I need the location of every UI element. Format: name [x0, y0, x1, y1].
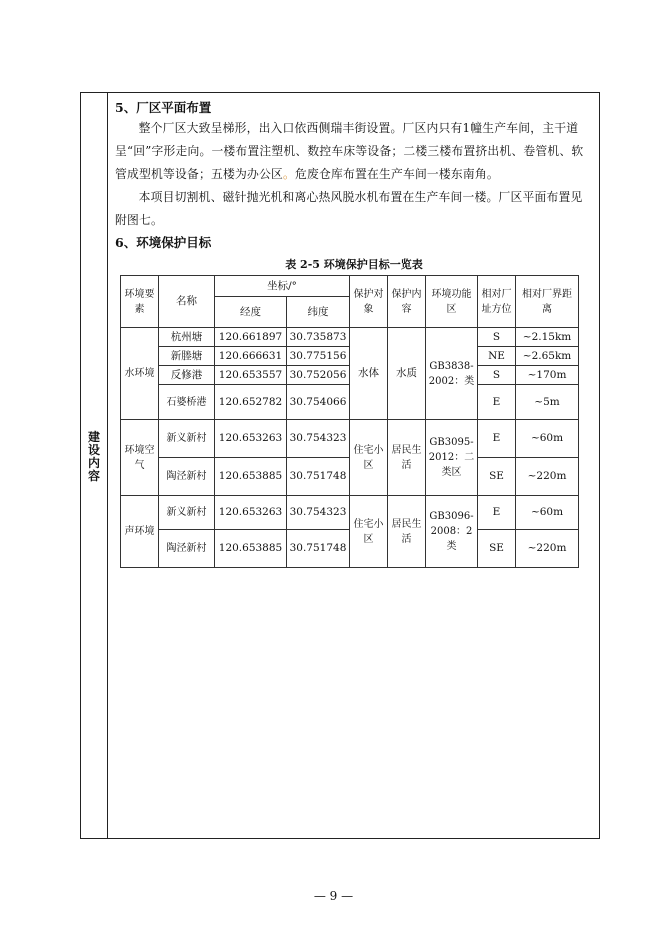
side-label — [84, 431, 104, 483]
table-row — [121, 458, 579, 496]
cell-name: 杭州塘 — [159, 328, 215, 347]
cell-lat: 30.775156 — [287, 347, 350, 366]
table-row — [121, 328, 579, 347]
noise-category: 声环境 — [121, 496, 159, 568]
cell-direction: E — [478, 496, 516, 530]
cell-lon: 120.653263 — [215, 420, 287, 458]
para1-text-b: 危废仓库布置在生产车间一楼东南角。 — [294, 167, 499, 181]
cell-name: 反修港 — [159, 366, 215, 385]
table-row — [121, 366, 579, 385]
header-content: 保护内容 — [388, 276, 426, 328]
water-object: 水体 — [350, 328, 388, 420]
main-content — [115, 99, 593, 568]
side-label-char: 建 — [87, 430, 100, 444]
cell-lon: 120.652782 — [215, 385, 287, 420]
section5-heading: 5、厂区平面布置 — [115, 100, 212, 115]
section5-paragraph-2: 本项目切割机、磁针抛光机和离心热风脱水机布置在生产车间一楼。厂区平面布置见附图七。 — [115, 190, 583, 227]
cell-direction: E — [478, 420, 516, 458]
side-label-char: 设 — [87, 443, 100, 457]
side-column — [81, 93, 108, 838]
cell-distance: ~60m — [516, 496, 579, 530]
table-row — [121, 347, 579, 366]
cell-direction: S — [478, 328, 516, 347]
cell-distance: ~170m — [516, 366, 579, 385]
cell-name: 新义新村 — [159, 496, 215, 530]
table-row — [121, 385, 579, 420]
section5-paragraph-1 — [115, 117, 593, 186]
noise-object: 住宅小区 — [350, 496, 388, 568]
content-frame — [80, 92, 600, 839]
cell-distance: ~220m — [516, 458, 579, 496]
cell-direction: SE — [478, 530, 516, 568]
cell-lon: 120.653885 — [215, 530, 287, 568]
noise-content: 居民生活 — [388, 496, 426, 568]
header-distance: 相对厂界距离 — [516, 276, 579, 328]
cell-direction: SE — [478, 458, 516, 496]
cell-lon: 120.666631 — [215, 347, 287, 366]
para1-text-a: 整个厂区大致呈梯形，出入口依西侧瑞丰街设置。厂区内只有1幢生产车间，主干道呈“回”字形走向。一楼布置注塑机、数控车床等设备；二楼三楼布置挤出机、卷管机、软管成型机等设备；五楼为办公区 — [115, 121, 584, 181]
cell-lat: 30.754066 — [287, 385, 350, 420]
noise-zone: GB3096-2008：2类 — [426, 496, 478, 568]
header-zone: 环境功能区 — [426, 276, 478, 328]
cell-name: 陶泾新村 — [159, 458, 215, 496]
cell-lat: 30.752056 — [287, 366, 350, 385]
header-direction: 相对厂址方位 — [478, 276, 516, 328]
cell-lat: 30.735873 — [287, 328, 350, 347]
cell-name: 新义新村 — [159, 420, 215, 458]
cell-lon: 120.653557 — [215, 366, 287, 385]
cell-direction: S — [478, 366, 516, 385]
cell-lon: 120.661897 — [215, 328, 287, 347]
water-category: 水环境 — [121, 328, 159, 420]
air-zone: GB3095-2012：二类区 — [426, 420, 478, 496]
air-category: 环境空气 — [121, 420, 159, 496]
water-zone: GB3838-2002：类 — [426, 328, 478, 420]
cell-lat: 30.754323 — [287, 420, 350, 458]
cell-lat: 30.751748 — [287, 458, 350, 496]
cell-name: 石婆桥港 — [159, 385, 215, 420]
table-header-row — [121, 276, 579, 297]
cell-lat: 30.751748 — [287, 530, 350, 568]
cell-lon: 120.653263 — [215, 496, 287, 530]
side-label-char: 容 — [87, 469, 100, 483]
header-category: 环境要素 — [121, 276, 159, 328]
header-lon: 经度 — [215, 297, 287, 328]
cell-distance: ~5m — [516, 385, 579, 420]
cell-distance: ~2.15km — [516, 328, 579, 347]
page-number: — 9 — — [313, 889, 354, 903]
cell-name: 新塍塘 — [159, 347, 215, 366]
cell-lat: 30.754323 — [287, 496, 350, 530]
side-label-char: 内 — [87, 456, 100, 470]
cell-name: 陶泾新村 — [159, 530, 215, 568]
table-row — [121, 496, 579, 530]
table-row — [121, 530, 579, 568]
header-object: 保护对象 — [350, 276, 388, 328]
air-object: 住宅小区 — [350, 420, 388, 496]
env-protection-table — [120, 275, 579, 568]
table-row — [121, 420, 579, 458]
header-coord: 坐标/° — [215, 276, 350, 297]
table-caption: 表 2-5 环境保护目标一览表 — [285, 258, 423, 271]
cell-direction: NE — [478, 347, 516, 366]
cell-direction: E — [478, 385, 516, 420]
section6-heading: 6、环境保护目标 — [115, 235, 212, 250]
cell-lon: 120.653885 — [215, 458, 287, 496]
header-lat: 纬度 — [287, 297, 350, 328]
header-name: 名称 — [159, 276, 215, 328]
air-content: 居民生活 — [388, 420, 426, 496]
cell-distance: ~220m — [516, 530, 579, 568]
cell-distance: ~2.65km — [516, 347, 579, 366]
water-content: 水质 — [388, 328, 426, 420]
para1-highlight: 。 — [282, 167, 295, 181]
cell-distance: ~60m — [516, 420, 579, 458]
